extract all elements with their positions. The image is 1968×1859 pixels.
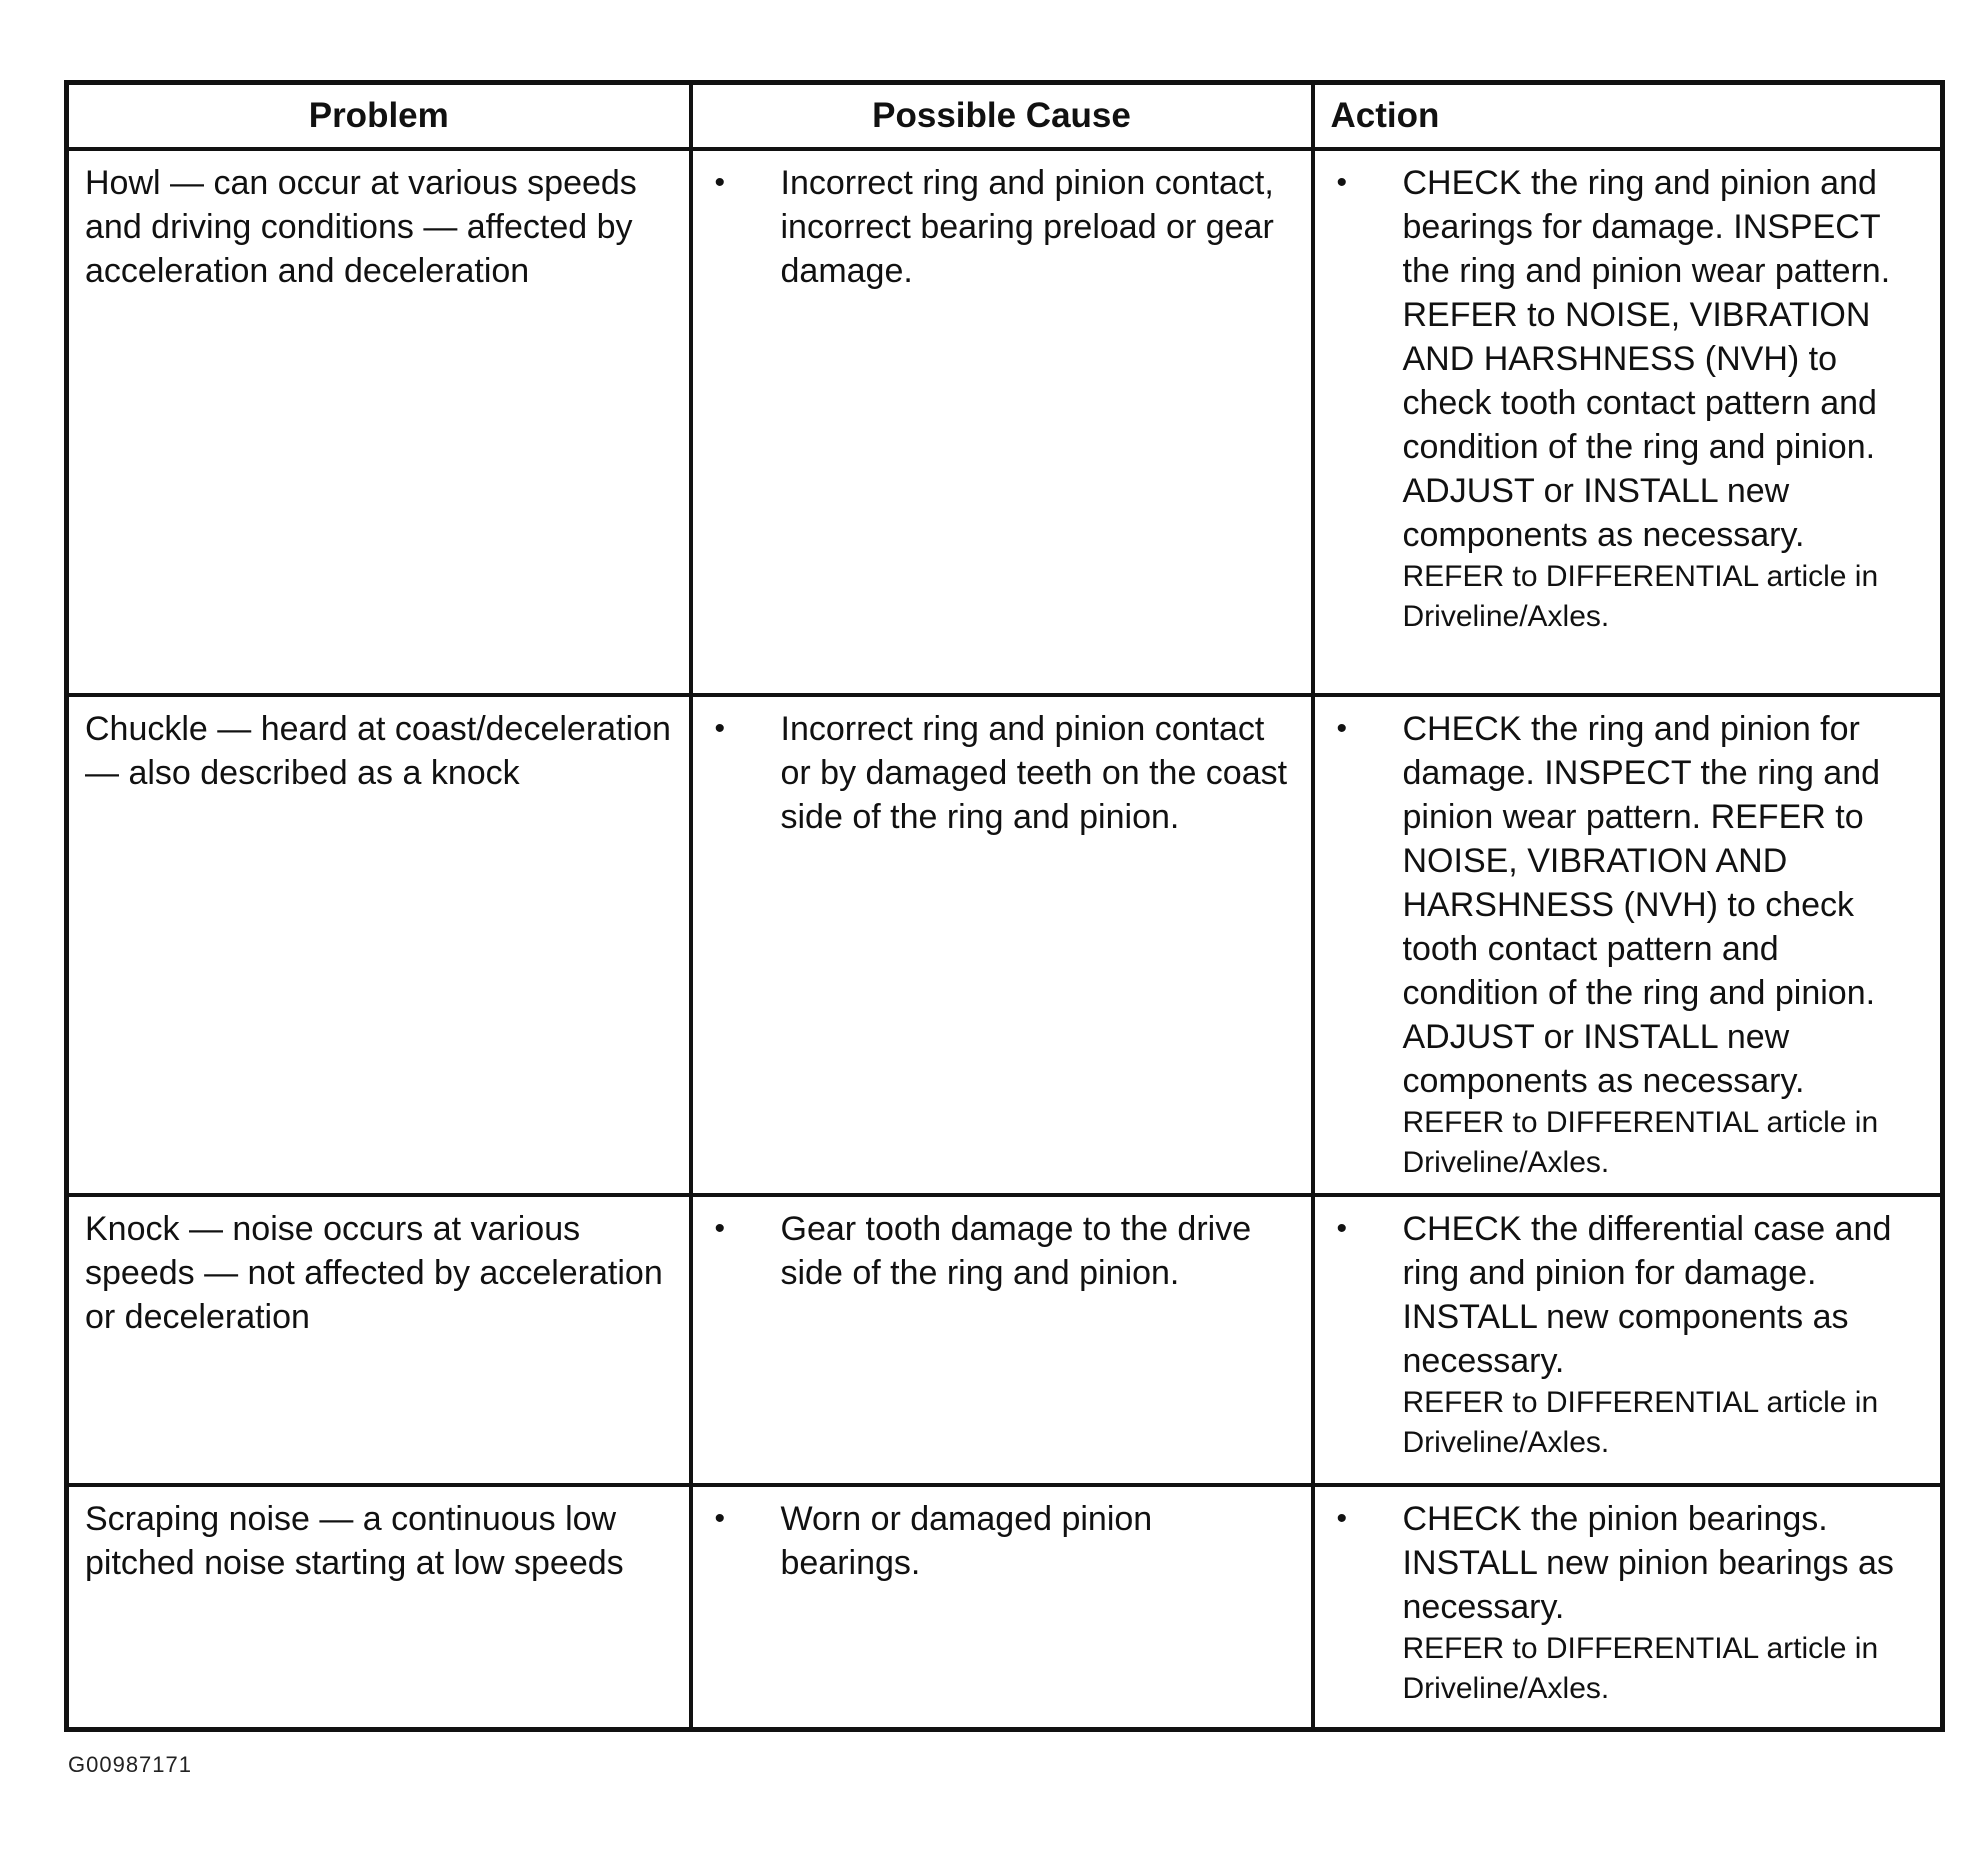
action-cell bbox=[1313, 1485, 1943, 1729]
cause-text: Incorrect ring and pinion contact, incorrect bearing preload or gear damage. bbox=[780, 164, 1274, 290]
cause-cell bbox=[691, 149, 1313, 695]
action-text: CHECK the ring and pinion for damage. INSPECT the ring and pinion wear pattern. REFER to NOISE, VIBRATION AND HARSHNESS (NVH) to check tooth contact pattern and condition of the ring and pinion. ADJUST or INSTALL new components as necessary. bbox=[1402, 710, 1881, 1100]
bullet-icon: • bbox=[1336, 1212, 1348, 1245]
action-text: CHECK the ring and pinion and bearings for damage. INSPECT the ring and pinion wear pattern. REFER to NOISE, VIBRATION AND HARSHNESS (NVH) to check tooth contact pattern and condition of the ring and pinion. ADJUST or INSTALL new components as necessary. bbox=[1402, 164, 1891, 554]
action-cell bbox=[1313, 1195, 1943, 1485]
refer-note: REFER to DIFFERENTIAL article in Driveline/Axles. bbox=[1402, 1632, 1879, 1705]
cause-text: Gear tooth damage to the drive side of the ring and pinion. bbox=[780, 1210, 1252, 1292]
problem-cell bbox=[67, 149, 691, 695]
cause-cell bbox=[691, 695, 1313, 1195]
bullet-icon: • bbox=[1336, 1502, 1348, 1535]
table-row bbox=[67, 695, 1943, 1195]
problem-cell bbox=[67, 1485, 691, 1729]
cause-text: Worn or damaged pinion bearings. bbox=[780, 1500, 1153, 1582]
table-row bbox=[67, 149, 1943, 695]
bullet-icon: • bbox=[1336, 166, 1348, 199]
problem-cell bbox=[67, 695, 691, 1195]
refer-note: REFER to DIFFERENTIAL article in Driveline/Axles. bbox=[1402, 560, 1879, 633]
problem-text: Scraping noise — a continuous low pitched noise starting at low speeds bbox=[85, 1500, 624, 1582]
problem-text: Knock — noise occurs at various speeds — not affected by acceleration or deceleration bbox=[85, 1210, 663, 1336]
header-possible-cause: Possible Cause bbox=[691, 83, 1313, 150]
bullet-icon: • bbox=[714, 1212, 726, 1245]
header-problem: Problem bbox=[67, 83, 691, 150]
action-text: CHECK the pinion bearings. INSTALL new pinion bearings as necessary. bbox=[1402, 1500, 1894, 1626]
cause-cell bbox=[691, 1195, 1313, 1485]
diagnosis-table bbox=[64, 80, 1945, 1732]
problem-text: Chuckle — heard at coast/deceleration — also described as a knock bbox=[85, 710, 671, 792]
bullet-icon: • bbox=[1336, 712, 1348, 745]
table-row bbox=[67, 1195, 1943, 1485]
problem-text: Howl — can occur at various speeds and driving conditions — affected by acceleration and deceleration bbox=[85, 164, 637, 290]
action-cell bbox=[1313, 695, 1943, 1195]
refer-note: REFER to DIFFERENTIAL article in Driveline/Axles. bbox=[1402, 1386, 1879, 1459]
bullet-icon: • bbox=[714, 166, 726, 199]
action-cell bbox=[1313, 149, 1943, 695]
figure-id: G00987171 bbox=[68, 1752, 192, 1777]
header-action: Action bbox=[1313, 83, 1943, 150]
cause-text: Incorrect ring and pinion contact or by damaged teeth on the coast side of the ring and pinion. bbox=[780, 710, 1288, 836]
cause-cell bbox=[691, 1485, 1313, 1729]
table-header-row bbox=[67, 83, 1943, 150]
action-text: CHECK the differential case and ring and pinion for damage. INSTALL new components as necessary. bbox=[1402, 1210, 1892, 1380]
table-row bbox=[67, 1485, 1943, 1729]
bullet-icon: • bbox=[714, 712, 726, 745]
refer-note: REFER to DIFFERENTIAL article in Driveline/Axles. bbox=[1402, 1106, 1879, 1179]
bullet-icon: • bbox=[714, 1502, 726, 1535]
problem-cell bbox=[67, 1195, 691, 1485]
